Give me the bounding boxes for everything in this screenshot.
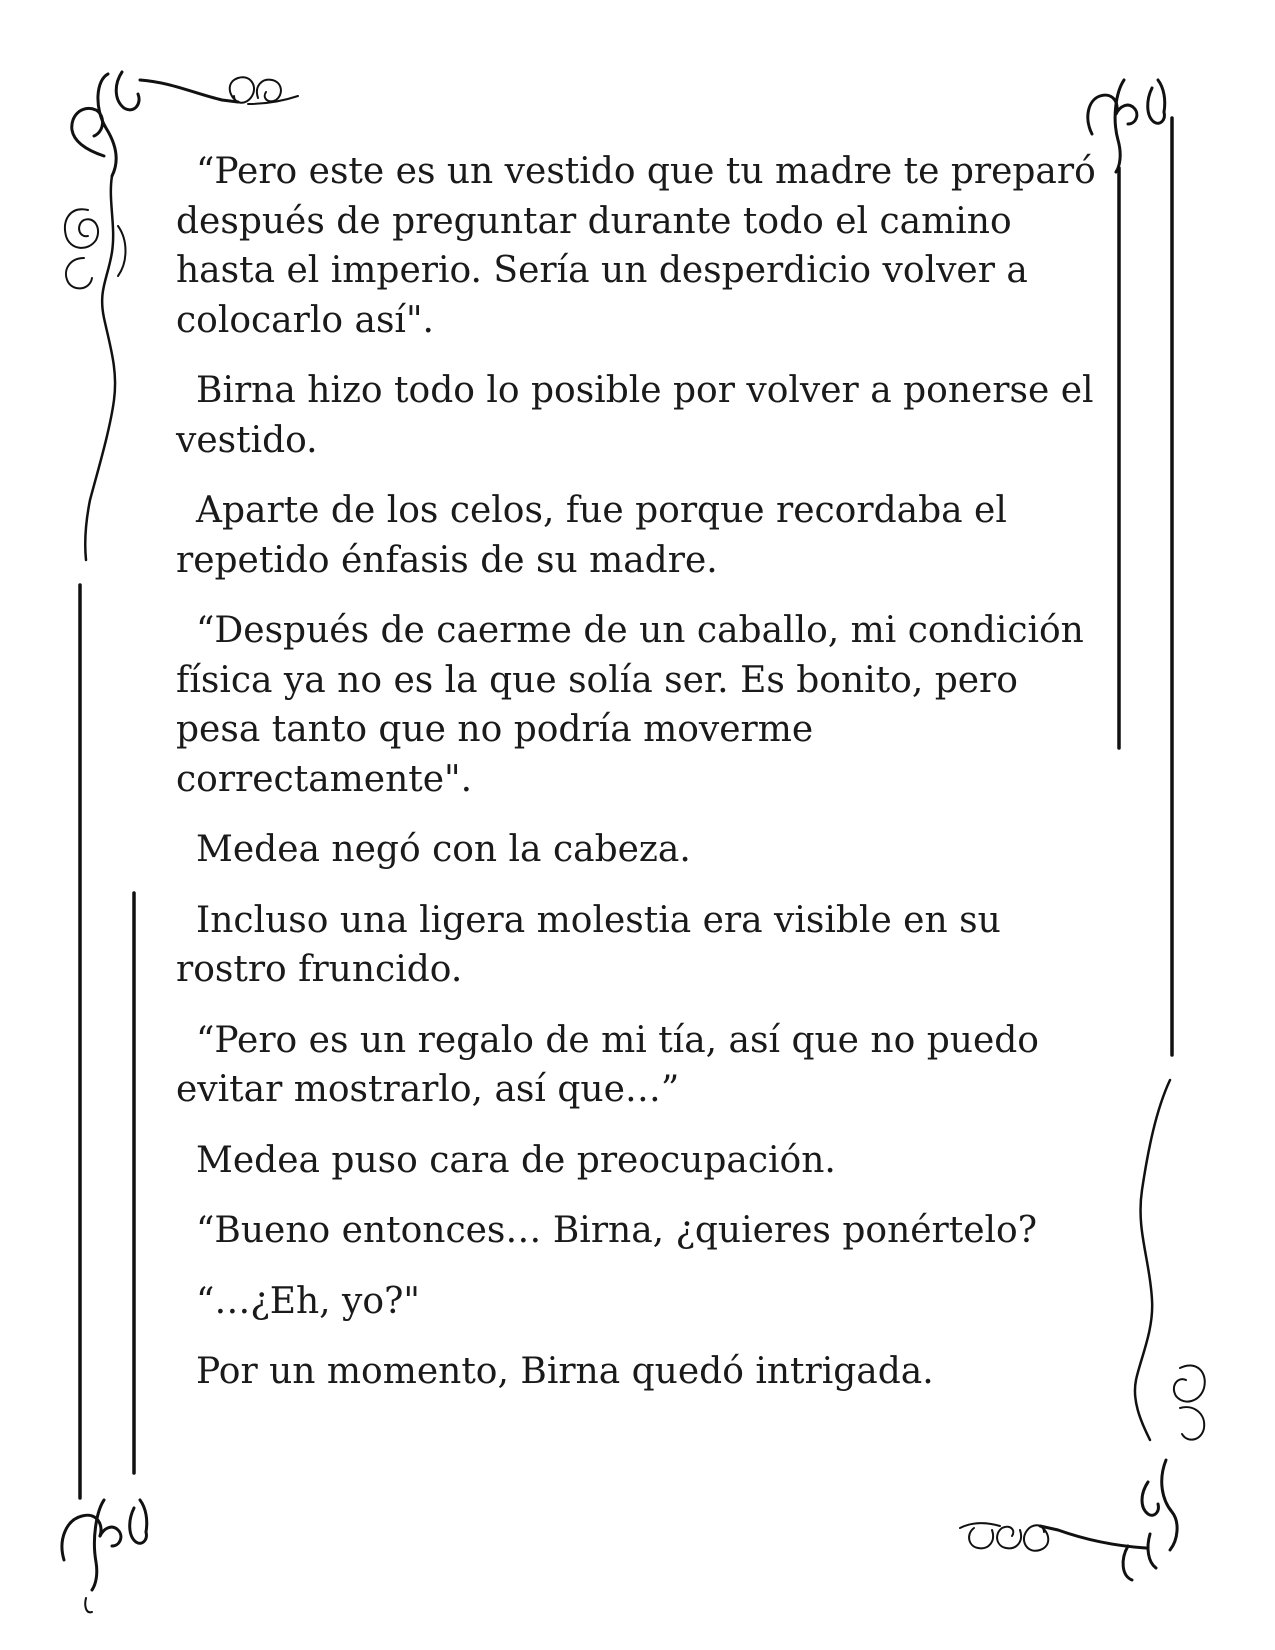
- paragraph: Incluso una ligera molestia era visible en su rostro fruncido.: [176, 899, 1001, 990]
- bottom-left-flourish-icon: [62, 1500, 147, 1612]
- paragraph: “…¿Eh, yo?": [196, 1280, 420, 1322]
- paragraph: Medea puso cara de preocupación.: [196, 1139, 836, 1181]
- top-right-flourish-icon: [1088, 80, 1165, 172]
- page-text: [176, 147, 1096, 1418]
- paragraph: “Bueno entonces… Birna, ¿quieres ponértelo?: [196, 1210, 1038, 1251]
- paragraph: Medea negó con la cabeza.: [196, 829, 691, 870]
- paragraph: Por un momento, Birna quedó intrigada.: [196, 1351, 934, 1392]
- paragraph: Birna hizo todo lo posible por volver a ponerse el vestido.: [176, 370, 1094, 461]
- paragraph: “Pero este es un vestido que tu madre te preparó después de preguntar durante todo el camino hasta el imperio. Sería un desperdicio volver a colocarlo así".: [176, 151, 1096, 341]
- paragraph: Aparte de los celos, fue porque recordaba el repetido énfasis de su madre.: [176, 490, 1007, 581]
- paragraph: “Después de caerme de un caballo, mi condición física ya no es la que solía ser. Es bonito, pero pesa tanto que no podría moverme correctamente".: [176, 610, 1084, 800]
- paragraph: “Pero es un regalo de mi tía, así que no puedo evitar mostrarlo, así que…”: [176, 1019, 1039, 1110]
